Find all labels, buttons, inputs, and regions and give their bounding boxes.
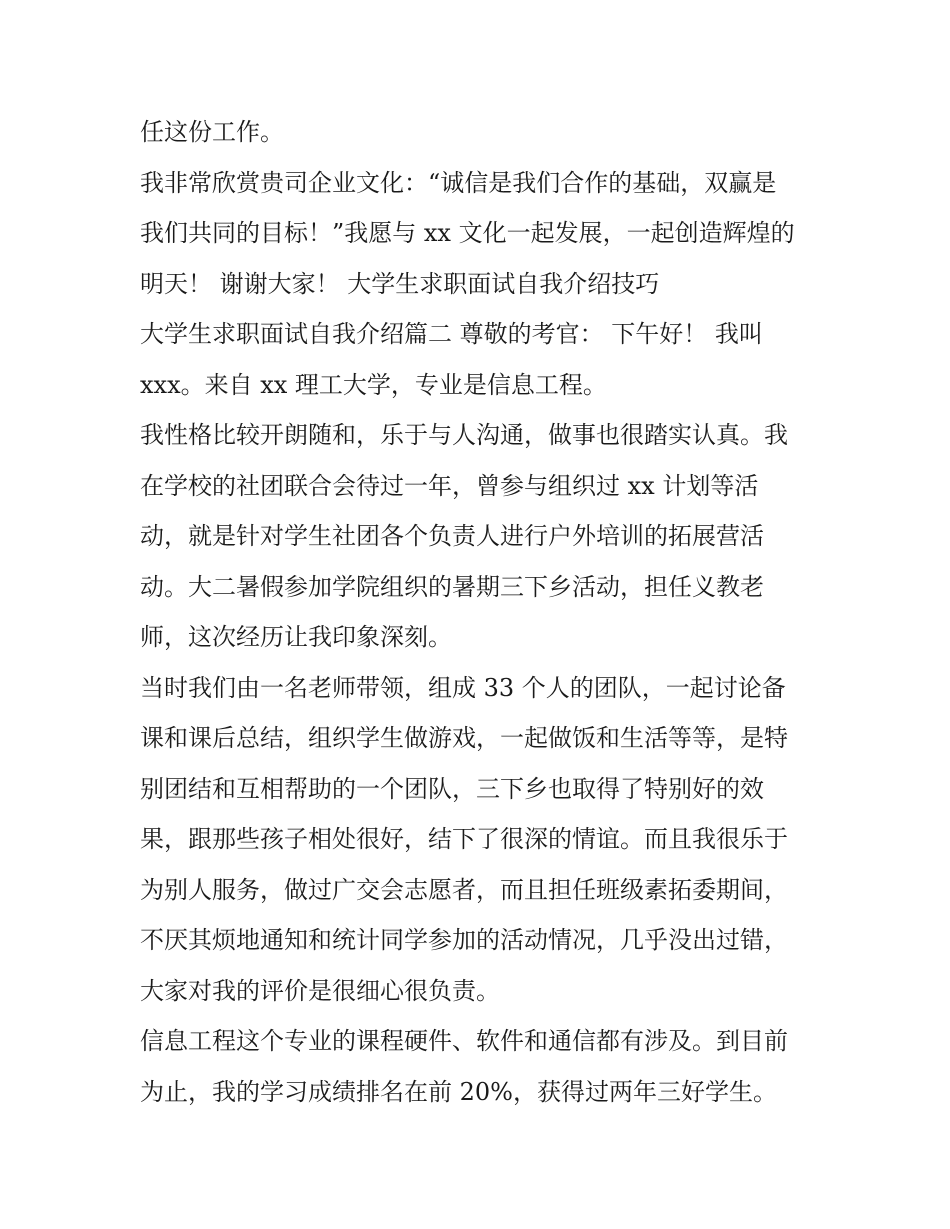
text-line: 大学生求职面试自我介绍篇二 尊敬的考官： 下午好！ 我叫 bbox=[140, 320, 763, 348]
text-line: 为别人服务，做过广交会志愿者，而且担任班级素拓委期间， bbox=[140, 875, 788, 904]
text-line: 师，这次经历让我印象深刻。 bbox=[140, 623, 452, 651]
text-line: 我性格比较开朗随和，乐于与人沟通，做事也很踏实认真。我 bbox=[140, 421, 788, 449]
document-body bbox=[140, 107, 820, 1117]
text-line: 当时我们由一名老师带领，组成 33 个人的团队，一起讨论备 bbox=[140, 673, 786, 702]
text-line: 动。大二暑假参加学院组织的暑期三下乡活动，担任义教老 bbox=[140, 572, 764, 601]
text-line: 不厌其烦地通知和统计同学参加的活动情况，几乎没出过错， bbox=[140, 926, 788, 954]
text-line: 任这份工作。 bbox=[140, 118, 284, 146]
text-line: 大家对我的评价是很细心很负责。 bbox=[140, 976, 500, 1005]
text-line: 果，跟那些孩子相处很好，结下了很深的情谊。而且我很乐于 bbox=[140, 825, 788, 853]
text-line: 课和课后总结，组织学生做游戏，一起做饭和生活等等，是特 bbox=[140, 724, 788, 752]
text-line: 明天！ 谢谢大家！ 大学生求职面试自我介绍技巧 bbox=[140, 269, 660, 298]
text-line: 别团结和互相帮助的一个团队，三下乡也取得了特别好的效 bbox=[140, 774, 764, 803]
text-line: 为止，我的学习成绩排名在前 20%，获得过两年三好学生。 bbox=[140, 1077, 777, 1106]
text-line: 在学校的社团联合会待过一年，曾参与组织过 xx 计划等活 bbox=[140, 471, 759, 500]
text-line: 信息工程这个专业的课程硬件、软件和通信都有涉及。到目前 bbox=[140, 1027, 788, 1055]
text-line: xxx。来自 xx 理工大学，专业是信息工程。 bbox=[140, 370, 607, 399]
text-line: 我们共同的目标！”我愿与 xx 文化一起发展，一起创造辉煌的 bbox=[140, 219, 795, 247]
text-line: 动，就是针对学生社团各个负责人进行户外培训的拓展营活 bbox=[140, 522, 764, 550]
text-line: 我非常欣赏贵司企业文化：“诚信是我们合作的基础，双赢是 bbox=[140, 168, 777, 197]
